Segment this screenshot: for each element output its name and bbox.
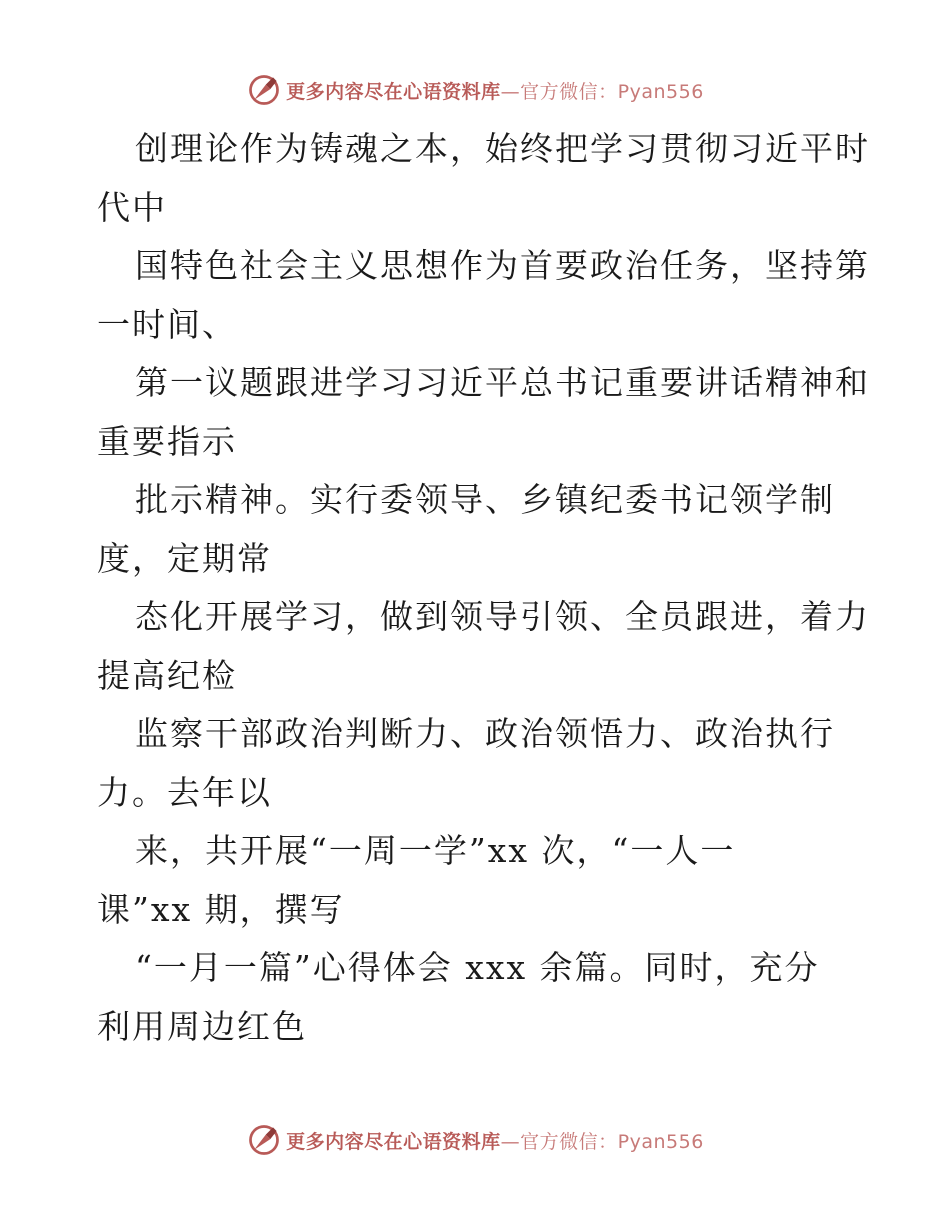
body-line: 创理论作为铸魂之本，始终把学习贯彻习近平时 bbox=[135, 129, 870, 168]
watermark-site-name: 更多内容尽在心语资料库 bbox=[286, 1130, 501, 1153]
body-line: 国特色社会主义思想作为首要政治任务，坚持第 bbox=[135, 246, 870, 285]
pen-nib-logo-icon bbox=[246, 1122, 282, 1158]
body-line: 重要指示 bbox=[97, 421, 237, 461]
body-line: 来，共开展“一周一学”xx 次，“一人一 bbox=[135, 831, 736, 870]
body-line: 代中 bbox=[97, 187, 167, 227]
header-watermark bbox=[0, 68, 950, 112]
body-line: 一时间、 bbox=[97, 304, 237, 344]
pen-nib-logo-icon bbox=[246, 72, 282, 108]
body-line: 第一议题跟进学习习近平总书记重要讲话精神和 bbox=[135, 363, 870, 402]
watermark-separator: — bbox=[500, 80, 521, 103]
footer-watermark bbox=[0, 1118, 950, 1162]
body-line: 度，定期常 bbox=[97, 538, 272, 578]
body-line: 课”xx 期，撰写 bbox=[97, 889, 345, 929]
watermark-contact: 官方微信：Pyan556 bbox=[520, 1130, 704, 1153]
watermark-separator: — bbox=[500, 1130, 521, 1153]
body-line: 批示精神。实行委领导、乡镇纪委书记领学制 bbox=[135, 480, 835, 519]
document-body bbox=[97, 120, 877, 1056]
body-line: “一月一篇”心得体会 xxx 余篇。同时，充分 bbox=[135, 948, 820, 987]
body-line: 态化开展学习，做到领导引领、全员跟进，着力 bbox=[135, 597, 870, 636]
body-line: 提高纪检 bbox=[97, 655, 237, 695]
watermark-contact: 官方微信：Pyan556 bbox=[520, 80, 704, 103]
watermark-site-name: 更多内容尽在心语资料库 bbox=[286, 80, 501, 103]
body-line: 利用周边红色 bbox=[97, 1006, 307, 1046]
body-line: 监察干部政治判断力、政治领悟力、政治执行 bbox=[135, 714, 835, 753]
body-line: 力。去年以 bbox=[97, 772, 272, 812]
